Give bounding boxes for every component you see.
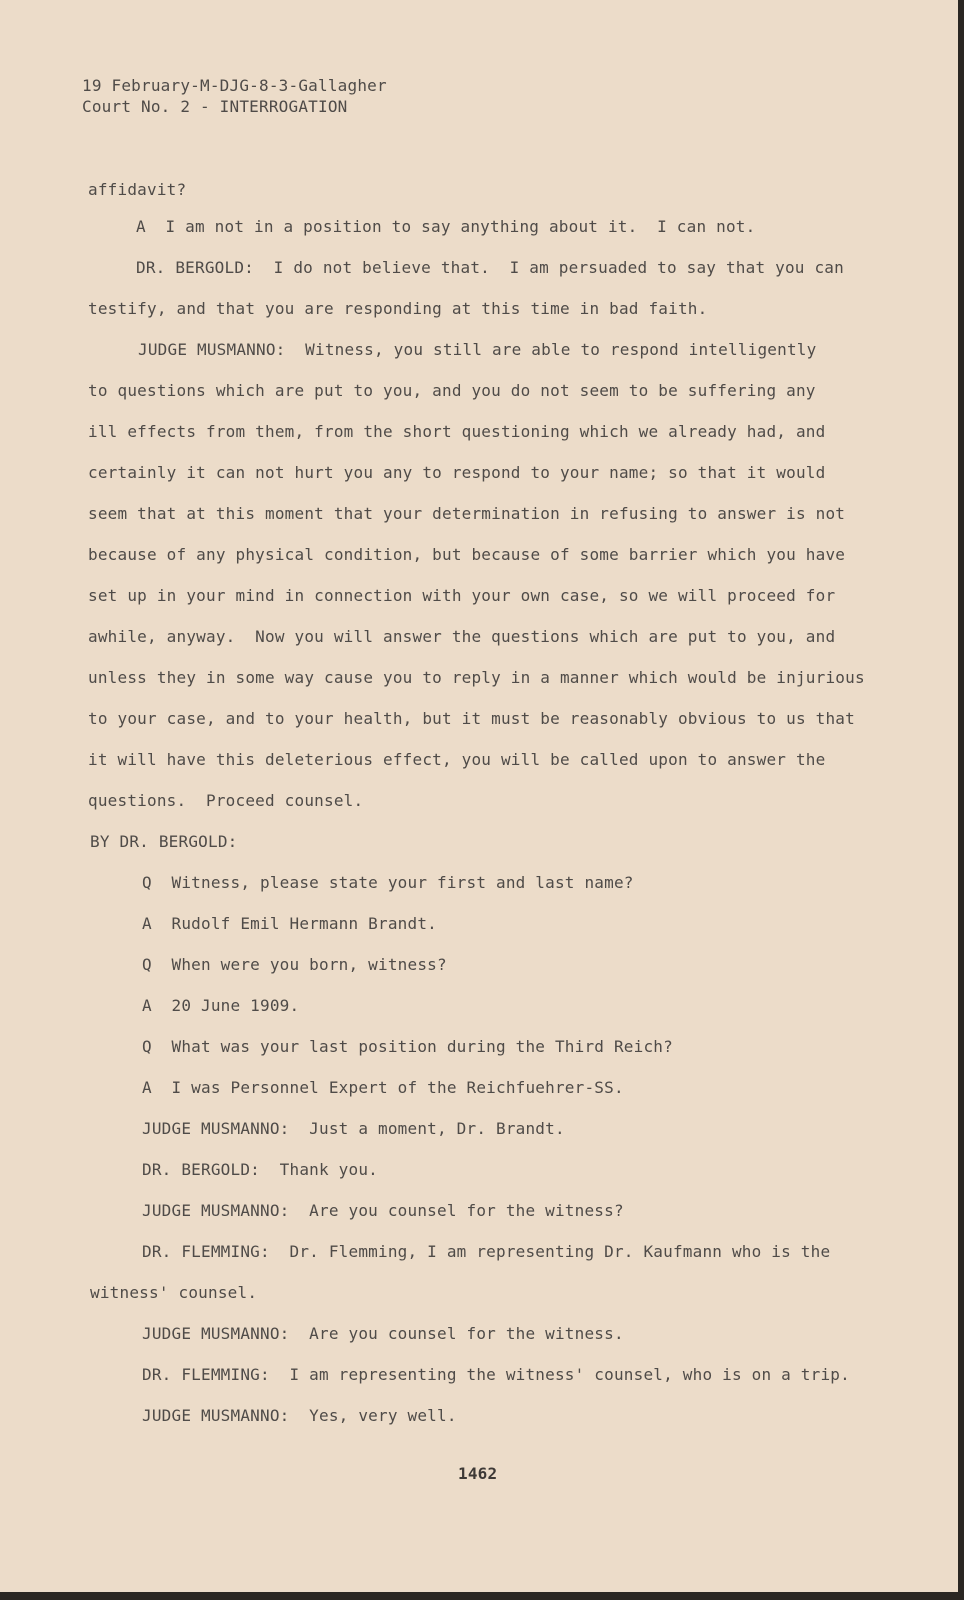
text-line: it will have this deleterious effect, you will be called upon to answer the bbox=[88, 750, 826, 769]
text-line: awhile, anyway. Now you will answer the questions which are put to you, and bbox=[88, 627, 836, 646]
text-line: set up in your mind in connection with your own case, so we will proceed for bbox=[88, 586, 836, 605]
question-line: Q When were you born, witness? bbox=[142, 955, 447, 974]
text-line: affidavit? bbox=[88, 180, 187, 199]
question-line: Q Witness, please state your first and last name? bbox=[142, 873, 634, 892]
answer-line: A 20 June 1909. bbox=[142, 996, 300, 1015]
text-line: witness' counsel. bbox=[90, 1283, 258, 1302]
speaker-line: JUDGE MUSMANNO: Are you counsel for the witness. bbox=[142, 1324, 624, 1343]
speaker-line: JUDGE MUSMANNO: Yes, very well. bbox=[142, 1406, 457, 1425]
speaker-line: DR. BERGOLD: Thank you. bbox=[142, 1160, 378, 1179]
text-line: seem that at this moment that your determination in refusing to answer is not bbox=[88, 504, 846, 523]
speaker-line: DR. BERGOLD: I do not believe that. I am persuaded to say that you can bbox=[136, 258, 844, 277]
speaker-line: JUDGE MUSMANNO: Are you counsel for the witness? bbox=[142, 1201, 624, 1220]
text-line: to questions which are put to you, and you do not seem to be suffering any bbox=[88, 381, 816, 400]
header-line-1: 19 February-M-DJG-8-3-Gallagher bbox=[82, 76, 387, 95]
speaker-line: JUDGE MUSMANNO: Witness, you still are able to respond intelligently bbox=[138, 340, 817, 359]
text-line: ill effects from them, from the short questioning which we already had, and bbox=[88, 422, 826, 441]
text-line: to your case, and to your health, but it must be reasonably obvious to us that bbox=[88, 709, 855, 728]
speaker-line: JUDGE MUSMANNO: Just a moment, Dr. Brandt. bbox=[142, 1119, 565, 1138]
question-line: Q What was your last position during the Third Reich? bbox=[142, 1037, 673, 1056]
examination-heading: BY DR. BERGOLD: bbox=[90, 832, 238, 851]
text-line: questions. Proceed counsel. bbox=[88, 791, 364, 810]
page-number: 1462 bbox=[458, 1464, 498, 1483]
header-line-2: Court No. 2 - INTERROGATION bbox=[82, 97, 348, 116]
speaker-line: DR. FLEMMING: I am representing the witness' counsel, who is on a trip. bbox=[142, 1365, 850, 1384]
text-line: certainly it can not hurt you any to respond to your name; so that it would bbox=[88, 463, 826, 482]
answer-line: A Rudolf Emil Hermann Brandt. bbox=[142, 914, 437, 933]
answer-line: A I was Personnel Expert of the Reichfuehrer-SS. bbox=[142, 1078, 624, 1097]
answer-line: A I am not in a position to say anything about it. I can not. bbox=[136, 217, 756, 236]
speaker-line: DR. FLEMMING: Dr. Flemming, I am representing Dr. Kaufmann who is the bbox=[142, 1242, 831, 1261]
text-line: because of any physical condition, but because of some barrier which you have bbox=[88, 545, 846, 564]
text-line: testify, and that you are responding at this time in bad faith. bbox=[88, 299, 708, 318]
text-line: unless they in some way cause you to reply in a manner which would be injurious bbox=[88, 668, 865, 687]
